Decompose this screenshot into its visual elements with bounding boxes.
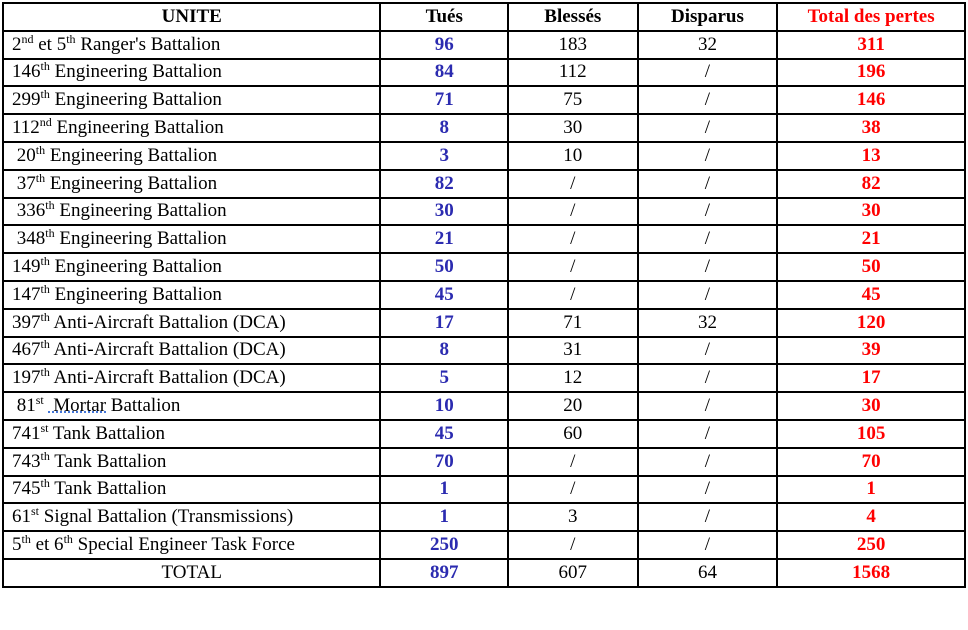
total-cell: 70	[777, 448, 965, 476]
wounded-cell: /	[508, 448, 638, 476]
killed-cell: 96	[380, 31, 508, 59]
unit-cell	[3, 420, 380, 448]
missing-cell: /	[638, 86, 778, 114]
ordinal-suffix: st	[40, 420, 49, 435]
total-cell: 4	[777, 503, 965, 531]
unit-cell	[3, 142, 380, 170]
total-cell: 13	[777, 142, 965, 170]
ordinal-suffix: th	[35, 170, 46, 185]
unit-name-part: 741	[12, 422, 41, 444]
unit-cell	[3, 503, 380, 531]
total-cell: 250	[777, 531, 965, 559]
missing-cell: /	[638, 170, 778, 198]
unit-name-part: 397	[12, 311, 41, 333]
wounded-cell: 20	[508, 392, 638, 420]
unit-name-part: 61	[12, 506, 31, 528]
table-row	[3, 364, 965, 392]
table-row	[3, 142, 965, 170]
table-row	[3, 281, 965, 309]
total-cell: 311	[777, 31, 965, 59]
table-row	[3, 392, 965, 420]
killed-cell: 8	[380, 337, 508, 365]
ordinal-suffix: th	[40, 59, 50, 74]
totals-killed: 897	[380, 559, 508, 587]
header-killed: Tués	[380, 3, 508, 31]
missing-cell: /	[638, 531, 778, 559]
killed-cell: 1	[380, 476, 508, 504]
wounded-cell: /	[508, 198, 638, 226]
wounded-cell: /	[508, 531, 638, 559]
unit-name-part: 81	[12, 395, 36, 417]
table-row	[3, 253, 965, 281]
total-cell: 39	[777, 337, 965, 365]
killed-cell: 50	[380, 253, 508, 281]
unit-name-part: Engineering Battalion	[49, 256, 222, 278]
ordinal-suffix: nd	[21, 31, 34, 46]
unit-name-part: 5	[12, 534, 22, 556]
unit-name-part: Anti-Aircraft Battalion (DCA)	[49, 367, 286, 389]
unit-name-part: 467	[12, 339, 41, 361]
unit-name-part: 20	[12, 144, 36, 166]
totals-row	[3, 559, 965, 587]
wounded-cell: /	[508, 225, 638, 253]
wounded-cell: /	[508, 476, 638, 504]
wounded-cell: 12	[508, 364, 638, 392]
unit-cell	[3, 198, 380, 226]
unit-cell	[3, 309, 380, 337]
unit-name-part: Engineering Battalion	[49, 283, 222, 305]
unit-name-part: 197	[12, 367, 41, 389]
total-cell: 38	[777, 114, 965, 142]
totals-wounded: 607	[508, 559, 638, 587]
ordinal-suffix: th	[45, 198, 55, 213]
table-row	[3, 420, 965, 448]
ordinal-suffix: nd	[39, 115, 52, 130]
killed-cell: 45	[380, 281, 508, 309]
unit-cell	[3, 448, 380, 476]
wounded-cell: 3	[508, 503, 638, 531]
total-cell: 1	[777, 476, 965, 504]
ordinal-suffix: th	[40, 254, 50, 269]
table-row	[3, 476, 965, 504]
header-wounded: Blessés	[508, 3, 638, 31]
table-row	[3, 309, 965, 337]
missing-cell: /	[638, 225, 778, 253]
unit-cell	[3, 59, 380, 87]
ordinal-suffix: th	[40, 337, 50, 352]
killed-cell: 30	[380, 198, 508, 226]
table-row	[3, 225, 965, 253]
missing-cell: /	[638, 364, 778, 392]
ordinal-suffix: th	[35, 142, 46, 157]
killed-cell: 82	[380, 170, 508, 198]
missing-cell: /	[638, 392, 778, 420]
unit-name-part: 2	[12, 33, 22, 55]
total-cell: 17	[777, 364, 965, 392]
killed-cell: 1	[380, 503, 508, 531]
totals-total: 1568	[777, 559, 965, 587]
unit-cell	[3, 364, 380, 392]
missing-cell: /	[638, 198, 778, 226]
table-row	[3, 448, 965, 476]
killed-cell: 8	[380, 114, 508, 142]
table-row	[3, 31, 965, 59]
killed-cell: 71	[380, 86, 508, 114]
unit-name-part: Engineering Battalion	[45, 172, 218, 194]
unit-name-part: 112	[12, 117, 40, 139]
unit-name-part: 147	[12, 283, 41, 305]
unit-cell	[3, 225, 380, 253]
killed-cell: 3	[380, 142, 508, 170]
unit-name-part: Signal Battalion (Transmissions)	[39, 506, 294, 528]
table-row	[3, 337, 965, 365]
wounded-cell: 71	[508, 309, 638, 337]
header-total: Total des pertes	[777, 3, 965, 31]
missing-cell: 32	[638, 31, 778, 59]
unit-name-part: 743	[12, 450, 41, 472]
killed-cell: 84	[380, 59, 508, 87]
unit-name-part: Battalion	[106, 395, 181, 417]
total-cell: 146	[777, 86, 965, 114]
total-cell: 82	[777, 170, 965, 198]
killed-cell: 10	[380, 392, 508, 420]
wounded-cell: 60	[508, 420, 638, 448]
unit-name-part: Engineering Battalion	[54, 228, 227, 250]
ordinal-suffix: th	[63, 532, 73, 547]
missing-cell: /	[638, 420, 778, 448]
wounded-cell: 183	[508, 31, 638, 59]
unit-name-part: et 6	[30, 534, 64, 556]
ordinal-suffix: th	[40, 281, 50, 296]
total-cell: 105	[777, 420, 965, 448]
table-row	[3, 198, 965, 226]
unit-name-part: Special Engineer Task Force	[72, 534, 295, 556]
unit-cell	[3, 114, 380, 142]
missing-cell: /	[638, 448, 778, 476]
total-cell: 21	[777, 225, 965, 253]
unit-name-part: Tank Battalion	[48, 422, 166, 444]
total-cell: 45	[777, 281, 965, 309]
missing-cell: /	[638, 337, 778, 365]
ordinal-suffix: th	[40, 309, 50, 324]
ordinal-suffix: th	[66, 31, 76, 46]
unit-cell	[3, 337, 380, 365]
totals-missing: 64	[638, 559, 778, 587]
casualties-table	[2, 2, 966, 588]
ordinal-suffix: th	[40, 365, 50, 380]
unit-name-part: 299	[12, 89, 41, 111]
unit-name-part: Engineering Battalion	[54, 200, 227, 222]
unit-name-part: Tank Battalion	[49, 478, 167, 500]
header-row	[3, 3, 965, 31]
unit-name-part: Engineering Battalion	[45, 144, 218, 166]
unit-cell	[3, 281, 380, 309]
unit-name-part: 745	[12, 478, 41, 500]
killed-cell: 70	[380, 448, 508, 476]
table-row	[3, 503, 965, 531]
unit-cell	[3, 531, 380, 559]
killed-cell: 21	[380, 225, 508, 253]
unit-name-part: 37	[12, 172, 36, 194]
wounded-cell: /	[508, 253, 638, 281]
missing-cell: /	[638, 142, 778, 170]
unit-cell	[3, 392, 380, 420]
total-cell: 196	[777, 59, 965, 87]
unit-name-part: Engineering Battalion	[49, 89, 222, 111]
total-cell: 30	[777, 392, 965, 420]
table-row	[3, 170, 965, 198]
missing-cell: /	[638, 503, 778, 531]
unit-name-part: 146	[12, 61, 41, 83]
unit-cell	[3, 170, 380, 198]
missing-cell: /	[638, 281, 778, 309]
unit-name-part: 348	[12, 228, 46, 250]
wounded-cell: 10	[508, 142, 638, 170]
unit-cell	[3, 86, 380, 114]
unit-name-part: Engineering Battalion	[49, 61, 222, 83]
unit-name-part: Engineering Battalion	[51, 117, 224, 139]
header-unit: UNITE	[3, 3, 380, 31]
wounded-cell: 112	[508, 59, 638, 87]
unit-name-part: Tank Battalion	[49, 450, 167, 472]
unit-name-part: Mortar	[48, 395, 107, 417]
total-cell: 120	[777, 309, 965, 337]
total-cell: 50	[777, 253, 965, 281]
killed-cell: 17	[380, 309, 508, 337]
missing-cell: /	[638, 59, 778, 87]
wounded-cell: 31	[508, 337, 638, 365]
ordinal-suffix: th	[21, 532, 31, 547]
missing-cell: /	[638, 476, 778, 504]
total-cell: 30	[777, 198, 965, 226]
unit-cell	[3, 253, 380, 281]
ordinal-suffix: th	[45, 226, 55, 241]
killed-cell: 5	[380, 364, 508, 392]
missing-cell: /	[638, 114, 778, 142]
wounded-cell: /	[508, 281, 638, 309]
wounded-cell: 30	[508, 114, 638, 142]
unit-name-part: Anti-Aircraft Battalion (DCA)	[49, 311, 286, 333]
table-row	[3, 114, 965, 142]
killed-cell: 45	[380, 420, 508, 448]
missing-cell: /	[638, 253, 778, 281]
table-row	[3, 59, 965, 87]
wounded-cell: 75	[508, 86, 638, 114]
table-row	[3, 531, 965, 559]
killed-cell: 250	[380, 531, 508, 559]
unit-name-part: et 5	[33, 33, 67, 55]
missing-cell: 32	[638, 309, 778, 337]
unit-cell	[3, 31, 380, 59]
table-body	[3, 31, 965, 559]
unit-name-part: Anti-Aircraft Battalion (DCA)	[49, 339, 286, 361]
unit-name-part: 149	[12, 256, 41, 278]
ordinal-suffix: st	[35, 393, 44, 408]
unit-cell	[3, 476, 380, 504]
ordinal-suffix: st	[31, 504, 40, 519]
ordinal-suffix: th	[40, 448, 50, 463]
unit-name-part: 336	[12, 200, 46, 222]
header-missing: Disparus	[638, 3, 778, 31]
table-row	[3, 86, 965, 114]
wounded-cell: /	[508, 170, 638, 198]
ordinal-suffix: th	[40, 476, 50, 491]
unit-name-part: Ranger's Battalion	[75, 33, 221, 55]
totals-label: TOTAL	[3, 559, 380, 587]
ordinal-suffix: th	[40, 87, 50, 102]
